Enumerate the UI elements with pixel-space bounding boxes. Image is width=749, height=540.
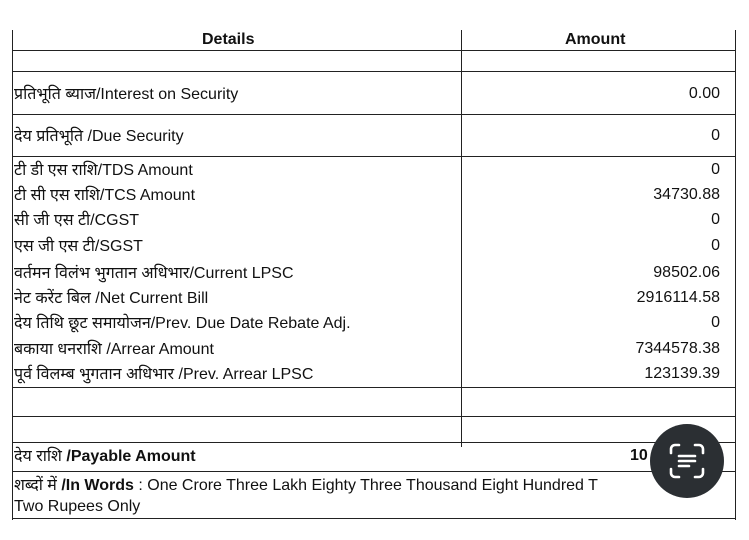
row-amount-tds: 0 [711,161,720,178]
row-divider [12,156,736,157]
row-divider [12,471,736,472]
bill-summary-table [12,30,736,520]
row-label-sgst: एस जी एस टी/SGST [14,238,143,255]
row-amount-sgst: 0 [711,237,720,254]
row-divider [12,442,736,443]
row-amount-arrear-amount: 7344578.38 [635,340,720,357]
row-divider [12,114,736,115]
row-divider [12,416,736,417]
table-border-left [12,30,13,520]
row-label-net-current-bill: नेट करेंट बिल /Net Current Bill [14,290,209,307]
row-divider [12,71,736,72]
row-label-due-security: देय प्रतिभूति /Due Security [14,128,184,145]
in-words-label-english: /In Words [61,477,134,494]
row-divider [12,387,736,388]
row-amount-interest-on-security: 0.00 [688,85,720,102]
row-label-rebate-adj: देय तिथि छूट समायोजन/Prev. Due Date Rebate Adj. [14,315,351,332]
row-amount-prev-arrear-lpsc: 123139.39 [644,365,720,382]
row-label-cgst: सी जी एस टी/CGST [14,212,140,229]
row-label-current-lpsc: वर्तमन विलंभ भुगतान अधिभार/Current LPSC [14,265,294,282]
amount-header: Amount [565,31,626,48]
in-words-label-hindi: शब्दों में [14,477,62,494]
table-border-right [735,30,736,520]
payable-amount-label [14,447,196,467]
row-label-arrear-amount: बकाया धनराशि /Arrear Amount [14,341,214,358]
row-amount-cgst: 0 [711,211,720,228]
payable-label-english: /Payable Amount [66,448,196,465]
column-divider [461,30,462,447]
in-words-text-line2: Two Rupees Only [14,498,141,515]
scan-text-button[interactable] [650,424,724,498]
row-label-prev-arrear-lpsc: पूर्व विलम्ब भुगतान अधिभार /Prev. Arrear LPSC [14,366,314,383]
row-amount-current-lpsc: 98502.06 [653,264,720,281]
row-divider [12,518,736,519]
row-divider [12,50,736,51]
row-amount-due-security: 0 [711,127,720,144]
row-label-interest-on-security: प्रतिभूति ब्याज/Interest on Security [14,86,239,103]
in-words-text: : One Crore Three Lakh Eighty Three Thousand Eight Hundred T [133,477,598,494]
scan-text-icon [667,441,707,481]
payable-amount-value: 10 [630,447,648,464]
row-label-tcs: टी सी एस राशि/TCS Amount [14,187,196,204]
payable-label-hindi: देय राशि [14,448,67,465]
amount-in-words [14,475,734,517]
row-amount-tcs: 34730.88 [653,186,720,203]
row-amount-net-current-bill: 2916114.58 [636,289,720,306]
row-amount-rebate-adj: 0 [711,314,720,331]
row-label-tds: टी डी एस राशि/TDS Amount [14,162,193,179]
details-header: Details [202,31,255,48]
